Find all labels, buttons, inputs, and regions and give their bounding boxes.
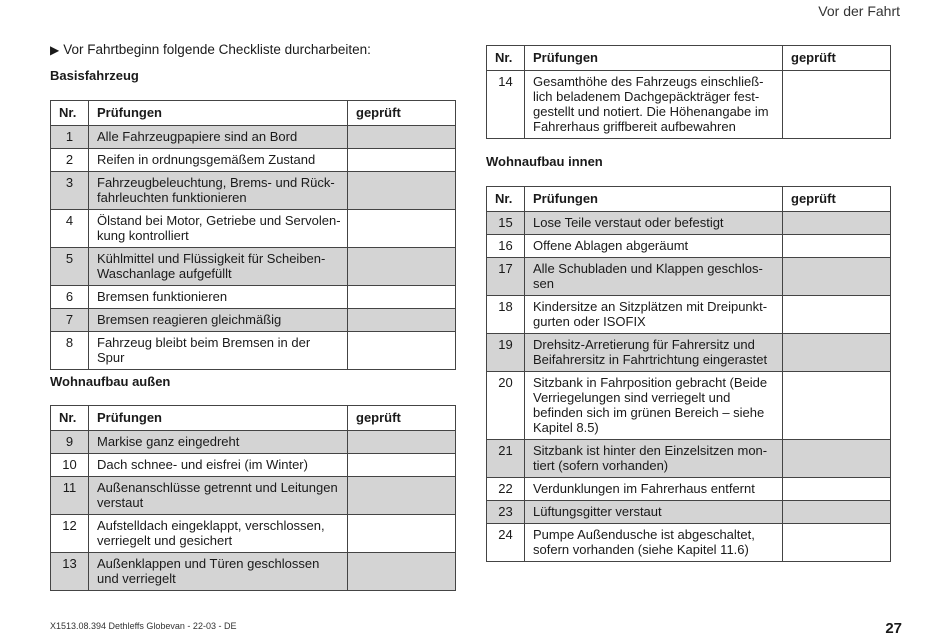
checked-cell[interactable] (783, 258, 891, 296)
check-item-text: Alle Schubladen und Klappen geschlos- sen (525, 258, 783, 296)
checked-cell[interactable] (348, 431, 456, 454)
triangle-bullet-icon: ▶ (50, 43, 60, 57)
row-number: 15 (487, 212, 525, 235)
column-header-geprueft: geprüft (783, 46, 891, 71)
checked-cell[interactable] (348, 332, 456, 370)
intro-text: Vor Fahrtbeginn folgende Checkliste durcharbeiten: (63, 42, 371, 57)
table-row (51, 454, 456, 477)
row-number: 12 (51, 515, 89, 553)
section-title-basisfahrzeug: Basisfahrzeug (50, 68, 139, 83)
check-item-text: Dach schnee- und eisfrei (im Winter) (89, 454, 348, 477)
section-title-wohnaufbau-innen: Wohnaufbau innen (486, 154, 603, 169)
check-item-text: Markise ganz eingedreht (89, 431, 348, 454)
check-item-text: Außenanschlüsse getrennt und Leitungen verstaut (89, 477, 348, 515)
column-header-nr: Nr. (51, 406, 89, 431)
checked-cell[interactable] (348, 286, 456, 309)
checklist-table-wohnaufbau-aussen (50, 405, 456, 591)
table-row (487, 440, 891, 478)
table-row (487, 258, 891, 296)
check-item-text: Alle Fahrzeugpapiere sind an Bord (89, 126, 348, 149)
row-number: 7 (51, 309, 89, 332)
row-number: 4 (51, 210, 89, 248)
check-item-text: Fahrzeugbeleuchtung, Brems- und Rück- fahrleuchten funktionieren (89, 172, 348, 210)
row-number: 22 (487, 478, 525, 501)
intro-line (50, 42, 371, 57)
row-number: 11 (51, 477, 89, 515)
section-title-wohnaufbau-aussen: Wohnaufbau außen (50, 374, 171, 389)
table-header-row (487, 46, 891, 71)
check-item-text: Pumpe Außendusche ist abgeschaltet, sofern vorhanden (siehe Kapitel 11.6) (525, 524, 783, 562)
table-row (487, 212, 891, 235)
check-item-text: Kindersitze an Sitzplätzen mit Dreipunkt- gurten oder ISOFIX (525, 296, 783, 334)
check-item-text: Gesamthöhe des Fahrzeugs einschließ- lich beladenem Dachgepäckträger fest- gestellt und notiert. Die Höhenangabe im Fahrerhaus griffbereit aufbewahren (525, 71, 783, 139)
table-row (51, 431, 456, 454)
column-header-geprueft: geprüft (783, 187, 891, 212)
checked-cell[interactable] (348, 126, 456, 149)
check-item-text: Kühlmittel und Flüssigkeit für Scheiben- Waschanlage aufgefüllt (89, 248, 348, 286)
check-item-text: Offene Ablagen abgeräumt (525, 235, 783, 258)
checked-cell[interactable] (348, 210, 456, 248)
row-number: 21 (487, 440, 525, 478)
row-number: 14 (487, 71, 525, 139)
table-row (487, 296, 891, 334)
row-number: 10 (51, 454, 89, 477)
checked-cell[interactable] (783, 372, 891, 440)
table-row (51, 332, 456, 370)
row-number: 13 (51, 553, 89, 591)
check-item-text: Sitzbank in Fahrposition gebracht (Beide Verriegelungen sind verriegelt und befinden sich im grünen Bereich – siehe Kapitel 8.5) (525, 372, 783, 440)
checked-cell[interactable] (348, 454, 456, 477)
check-item-text: Drehsitz-Arretierung für Fahrersitz und Beifahrersitz in Fahrtrichtung eingerastet (525, 334, 783, 372)
row-number: 24 (487, 524, 525, 562)
row-number: 1 (51, 126, 89, 149)
checked-cell[interactable] (348, 309, 456, 332)
checklist-table-wohnaufbau-innen (486, 186, 891, 562)
column-header-pruefungen: Prüfungen (89, 406, 348, 431)
check-item-text: Ölstand bei Motor, Getriebe und Servolen- kung kontrolliert (89, 210, 348, 248)
check-item-text: Bremsen reagieren gleichmäßig (89, 309, 348, 332)
checked-cell[interactable] (783, 235, 891, 258)
table-header-row (487, 187, 891, 212)
checked-cell[interactable] (348, 553, 456, 591)
checked-cell[interactable] (348, 515, 456, 553)
check-item-text: Außenklappen und Türen geschlossen und verriegelt (89, 553, 348, 591)
row-number: 8 (51, 332, 89, 370)
checklist-table-continued (486, 45, 891, 139)
checked-cell[interactable] (783, 334, 891, 372)
checked-cell[interactable] (348, 149, 456, 172)
chapter-header: Vor der Fahrt (818, 3, 900, 19)
column-header-pruefungen: Prüfungen (525, 46, 783, 71)
table-row (51, 477, 456, 515)
column-header-geprueft: geprüft (348, 406, 456, 431)
footer-doc-id: X1513.08.394 Dethleffs Globevan - 22-03 - DE (50, 621, 237, 631)
table-row (51, 286, 456, 309)
table-row (51, 248, 456, 286)
checklist-table-basisfahrzeug (50, 100, 456, 370)
row-number: 5 (51, 248, 89, 286)
checked-cell[interactable] (348, 248, 456, 286)
table-row (487, 478, 891, 501)
checked-cell[interactable] (783, 296, 891, 334)
table-row (487, 501, 891, 524)
table-row (51, 172, 456, 210)
checked-cell[interactable] (783, 440, 891, 478)
check-item-text: Bremsen funktionieren (89, 286, 348, 309)
table-row (487, 71, 891, 139)
table-row (487, 524, 891, 562)
row-number: 6 (51, 286, 89, 309)
row-number: 2 (51, 149, 89, 172)
column-header-geprueft: geprüft (348, 101, 456, 126)
check-item-text: Verdunklungen im Fahrerhaus entfernt (525, 478, 783, 501)
table-row (51, 210, 456, 248)
row-number: 3 (51, 172, 89, 210)
checked-cell[interactable] (348, 172, 456, 210)
row-number: 16 (487, 235, 525, 258)
row-number: 19 (487, 334, 525, 372)
check-item-text: Fahrzeug bleibt beim Bremsen in der Spur (89, 332, 348, 370)
check-item-text: Aufstelldach eingeklappt, verschlossen, verriegelt und gesichert (89, 515, 348, 553)
checked-cell[interactable] (783, 212, 891, 235)
column-header-pruefungen: Prüfungen (525, 187, 783, 212)
column-header-nr: Nr. (487, 46, 525, 71)
row-number: 20 (487, 372, 525, 440)
column-header-nr: Nr. (51, 101, 89, 126)
table-row (51, 149, 456, 172)
checked-cell[interactable] (783, 71, 891, 139)
table-row (487, 334, 891, 372)
row-number: 18 (487, 296, 525, 334)
table-header-row (51, 101, 456, 126)
column-header-nr: Nr. (487, 187, 525, 212)
column-header-pruefungen: Prüfungen (89, 101, 348, 126)
row-number: 9 (51, 431, 89, 454)
checked-cell[interactable] (348, 477, 456, 515)
check-item-text: Sitzbank ist hinter den Einzelsitzen mon- tiert (sofern vorhanden) (525, 440, 783, 478)
row-number: 23 (487, 501, 525, 524)
table-row (51, 126, 456, 149)
table-row (51, 309, 456, 332)
row-number: 17 (487, 258, 525, 296)
check-item-text: Lüftungsgitter verstaut (525, 501, 783, 524)
table-header-row (51, 406, 456, 431)
check-item-text: Reifen in ordnungsgemäßem Zustand (89, 149, 348, 172)
table-row (51, 515, 456, 553)
checked-cell[interactable] (783, 524, 891, 562)
page-number: 27 (885, 620, 902, 637)
table-row (51, 553, 456, 591)
table-row (487, 372, 891, 440)
check-item-text: Lose Teile verstaut oder befestigt (525, 212, 783, 235)
table-row (487, 235, 891, 258)
checked-cell[interactable] (783, 478, 891, 501)
checked-cell[interactable] (783, 501, 891, 524)
